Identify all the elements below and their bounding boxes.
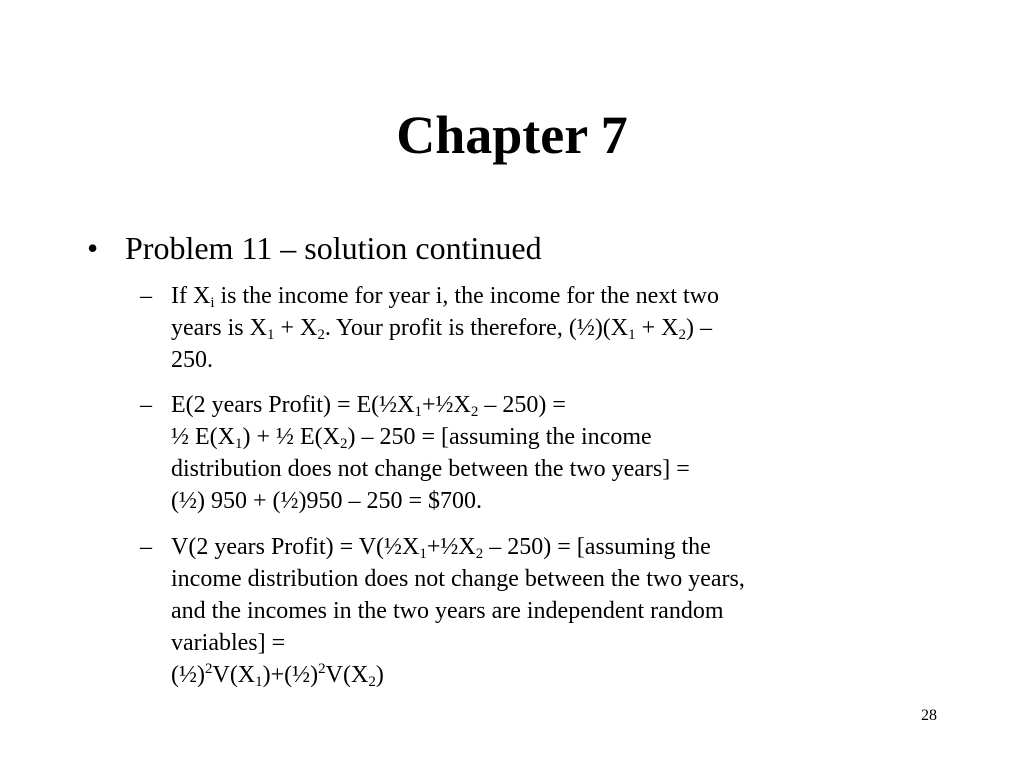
slide-title: Chapter 7 [396, 105, 628, 165]
sub-point-3-text [171, 531, 931, 691]
dash-icon: – [140, 534, 152, 560]
dash-icon: – [140, 392, 152, 418]
sub-point-2-text [171, 389, 931, 517]
text-line: and the incomes in the two years are independent random [171, 598, 724, 624]
text-line: $(\frac{1}{2})^2V(X_1)+(\frac{1}{2})^2V(X_2)$ [171, 661, 384, 690]
text-line: years is $X_1 + X_2$. Your profit is therefore, $(\frac{1}{2})(X_1 + X_2)$ – [171, 315, 713, 343]
text-line: (½) 950 + (½)950 – 250 = $700. [171, 488, 483, 514]
text-line: E(2 years Profit) = $E(\frac{1}{2}X_1+\frac{1}{2}X_2 - 250)$ = [171, 392, 566, 420]
text-line: ½ $E(X_1)$ + ½ $E(X_2) - 250$ = [assuming the income [171, 424, 652, 452]
text-line: 250. [171, 347, 213, 373]
text-line: income distribution does not change between the two years, [171, 566, 745, 592]
text-line: V(2 years Profit) = $V(\frac{1}{2}X_1+\frac{1}{2}X_2 - 250)$ = [assuming the [171, 534, 711, 562]
text-line: variables] = [171, 630, 286, 656]
slide-number: 28 [921, 707, 937, 724]
text-line: distribution does not change between the two years] = [171, 456, 690, 482]
bullet-icon: • [87, 230, 99, 266]
sub-point-1-text [171, 280, 931, 376]
text-line: If $X_i$ is the income for year i, the income for the next two [171, 283, 720, 311]
dash-icon: – [140, 283, 152, 309]
bullet-text: Problem 11 – solution continued [125, 230, 542, 266]
